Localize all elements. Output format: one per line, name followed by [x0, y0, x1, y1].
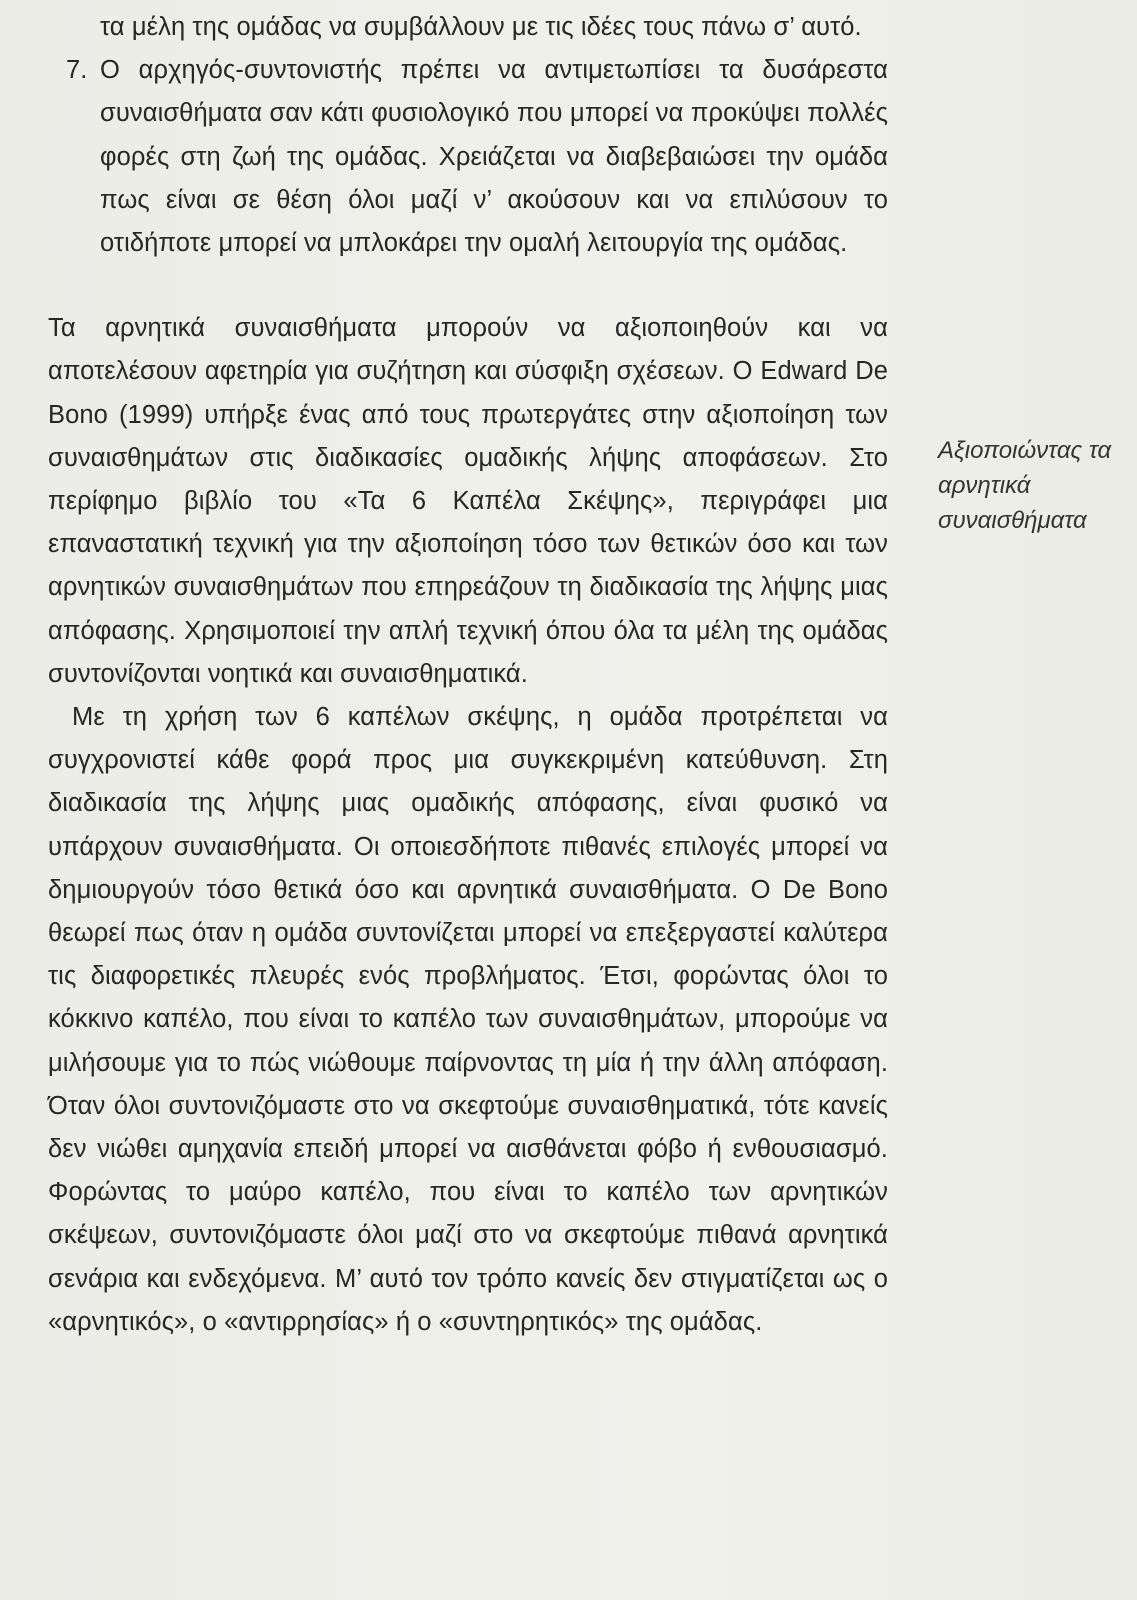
list-item-text: Ο αρχηγός-συντονιστής πρέπει να αντιμετωπίσει τα δυσάρεστα συναισθήματα σαν κάτι φυσιολογικό που μπορεί να προκύψει πολλές φορές στη ζωή της ομάδας. Χρειάζεται να διαβεβαιώσει την ομάδα πως είναι σε θέση όλοι μαζί ν’ ακούσουν και να επιλύσουν το οτιδήποτε μπορεί να μπλοκάρει την ομαλή λειτουργία της ομάδας.: [100, 56, 888, 258]
section-gap: [48, 265, 888, 307]
body-paragraph: Με τη χρήση των 6 καπέλων σκέψης, η ομάδα προτρέπεται να συγχρονιστεί κάθε φορά προς μια συγκεκριμένη κατεύθυνση. Στη διαδικασία της λήψης μιας ομαδικής απόφασης, είναι φυσικό να υπάρχουν συναισθήματα. Οι οποιεσδήποτε πιθανές επιλογές μπορεί να δημιουργούν τόσο θετικά όσο και αρνητικά συναισθήματα. Ο De Bono θεωρεί πως όταν η ομάδα συντονίζεται μπορεί να επεξεργαστεί καλύτερα τις διαφορετικές πλευρές ενός προβλήματος. Έτσι, φορώντας όλοι το κόκκινο καπέλο, που είναι το καπέλο των συναισθημάτων, μπορούμε να μιλήσουμε για το πώς νιώθουμε παίρνοντας τη μία ή την άλλη απόφαση. Όταν όλοι συντονιζόμαστε στο να σκεφτούμε συναισθηματικά, τότε κανείς δεν νιώθει αμηχανία επειδή μπορεί να αισθάνεται φόβο ή ενθουσιασμό. Φορώντας το μαύρο καπέλο, που είναι το καπέλο των αρνητικών σκέψεων, συντονιζόμαστε όλοι μαζί στο να σκεφτούμε πιθανά αρνητικά σενάρια και ενδεχόμενα. Μ’ αυτό τον τρόπο κανείς δεν στιγματίζεται ως ο «αρνητικός», ο «αντιρρησίας» ή ο «συντηρητικός» της ομάδας.: [48, 703, 888, 1336]
list-item-7: [48, 49, 888, 265]
body-paragraph: Τα αρνητικά συναισθήματα μπορούν να αξιοποιηθούν και να αποτελέσουν αφετηρία για συζήτηση και σύσφιξη σχέσεων. Ο Edward De Bono (1999) υπήρξε ένας από τους πρωτεργάτες στην αξιοποίηση των συναισθημάτων στις διαδικασίες ομαδικής λήψης αποφάσεων. Στο περίφημο βιβλίο του «Τα 6 Καπέλα Σκέψης», περιγράφει μια επαναστατική τεχνική για την αξιοποίηση τόσο των θετικών όσο και των αρνητικών συναισθημάτων που επηρεάζουν τη διαδικασία της λήψης μιας απόφασης. Χρησιμοποιεί την απλή τεχνική όπου όλα τα μέλη της ομάδας συντονίζονται νοητικά και συναισθηματικά.: [48, 314, 888, 688]
main-text-column: [48, 6, 888, 1344]
list-item-continued: τα μέλη της ομάδας να συμβάλλουν με τις ιδέες τους πάνω σ’ αυτό.: [100, 13, 862, 41]
margin-heading: Αξιοποιώντας τα αρνητικά συναισθήματα: [938, 437, 1112, 534]
list-item-number: 7.: [66, 56, 88, 85]
